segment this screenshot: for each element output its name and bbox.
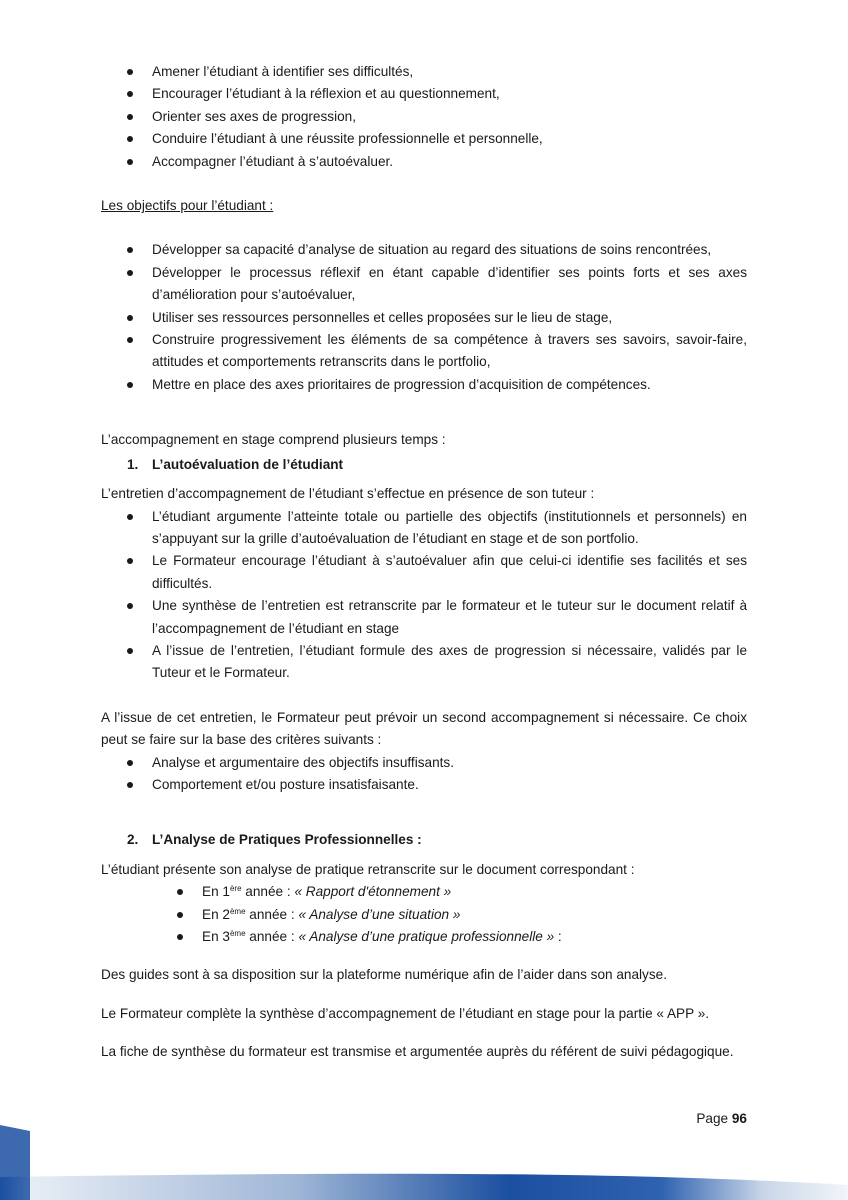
list-item — [101, 595, 747, 640]
year-ordinal: ème — [229, 906, 246, 916]
list-item — [101, 904, 747, 926]
bullet-icon — [127, 136, 133, 142]
section1-heading — [101, 454, 747, 476]
section1-list — [101, 506, 747, 685]
section1-lead: L’entretien d’accompagnement de l’étudiant s’effectue en présence de son tuteur : — [101, 486, 595, 502]
section-title: L’Analyse de Pratiques Professionnelles : — [152, 832, 422, 848]
section1-followup: A l’issue de cet entretien, le Formateur peut prévoir un second accompagnement si nécessaire. Ce choix peut se faire sur la base des critères suivants : — [101, 709, 747, 748]
list-item-text: Mettre en place des axes prioritaires de progression d’acquisition de compétences. — [152, 376, 651, 392]
year-mid: année : — [241, 884, 295, 900]
list-item — [101, 329, 747, 374]
year-suffix: : — [554, 929, 562, 944]
bullet-icon — [177, 889, 183, 895]
list-item — [101, 506, 747, 551]
bullet-icon — [127, 382, 133, 388]
footer-wave-shape — [0, 1174, 848, 1200]
bullet-icon — [127, 69, 133, 75]
bullet-icon — [127, 337, 133, 343]
page-label: Page — [696, 1111, 729, 1126]
list-item — [101, 61, 747, 83]
list-item — [101, 881, 747, 903]
intro-list — [101, 61, 747, 173]
list-item — [101, 262, 747, 307]
criteria-list — [101, 752, 747, 797]
list-item-text: Comportement et/ou posture insatisfaisante. — [152, 776, 419, 792]
list-item-text: Amener l’étudiant à identifier ses difficultés, — [152, 64, 414, 79]
year-ordinal: ème — [229, 929, 246, 938]
list-item-text: Construire progressivement les éléments de sa compétence à travers ses savoirs, savoir-faire, attitudes et comportements retranscrits dans le portfolio, — [152, 332, 747, 370]
bullet-icon — [127, 270, 133, 276]
bullet-icon — [127, 114, 133, 120]
section-number: 1. — [127, 456, 139, 472]
bullet-icon — [127, 91, 133, 97]
bullet-icon — [127, 159, 133, 165]
list-item — [101, 307, 747, 329]
year-mid: année : — [245, 906, 299, 922]
bullet-icon — [127, 648, 133, 654]
year-prefix: En 1 — [202, 884, 230, 900]
bullet-icon — [127, 603, 133, 609]
list-item — [101, 239, 747, 261]
list-item-text: Encourager l’étudiant à la réflexion et au questionnement, — [152, 86, 500, 102]
bullet-icon — [127, 558, 133, 564]
list-item — [101, 106, 747, 128]
year-prefix: En 2 — [202, 906, 230, 922]
list-item-text: Développer sa capacité d’analyse de situation au regard des situations de soins rencontrées, — [152, 242, 712, 258]
section2-p2: Le Formateur complète la synthèse d’accompagnement de l’étudiant en stage pour la partie « APP ». — [101, 1005, 710, 1021]
list-item — [101, 151, 747, 173]
year-ordinal: ère — [229, 884, 242, 894]
objectives-list — [101, 239, 747, 396]
bullet-icon — [177, 912, 183, 918]
bullet-icon — [127, 247, 133, 253]
year-prefix: En 3 — [202, 929, 230, 944]
list-item-text: Utiliser ses ressources personnelles et celles proposées sur le lieu de stage, — [152, 309, 613, 325]
section2-heading — [101, 829, 747, 851]
list-item — [101, 926, 747, 948]
section-number: 2. — [127, 832, 139, 848]
list-item-text: A l’issue de l’entretien, l’étudiant formule des axes de progression si nécessaire, validés par le Tuteur et le Formateur. — [152, 642, 747, 681]
list-item-text: Orienter ses axes de progression, — [152, 108, 357, 124]
list-item-text: Le Formateur encourage l’étudiant à s’autoévaluer afin que celui-ci identifie ses facilités et ses difficultés. — [152, 553, 747, 591]
year-document: « Analyse d’une situation » — [298, 906, 461, 922]
list-item-text: Développer le processus réflexif en étant capable d’identifier ses points forts et ses axes d’amélioration pour s’autoévaluer, — [152, 264, 747, 303]
year-mid: année : — [245, 929, 299, 944]
objectives-heading: Les objectifs pour l’étudiant : — [101, 198, 274, 214]
page-content — [101, 61, 747, 1064]
bullet-icon — [127, 315, 133, 321]
year-document: « Rapport d'étonnement » — [294, 884, 452, 900]
years-list — [101, 881, 747, 948]
bullet-icon — [127, 760, 133, 766]
footer-wave-edge — [0, 1125, 30, 1200]
list-item — [101, 550, 747, 595]
page-number — [696, 1111, 747, 1126]
section2-p3: La fiche de synthèse du formateur est transmise et argumentée auprès du référent de suivi pédagogique. — [101, 1044, 734, 1060]
footer-wave-decoration — [0, 1125, 848, 1200]
bullet-icon — [127, 782, 133, 788]
list-item — [101, 374, 747, 396]
section2-p1: Des guides sont à sa disposition sur la plateforme numérique afin de l’aider dans son analyse. — [101, 967, 667, 983]
list-item-text: Une synthèse de l’entretien est retranscrite par le formateur et le tuteur sur le document relatif à l’accompagnement de l’étudiant en stage — [152, 598, 747, 636]
list-item — [101, 640, 747, 685]
bullet-icon — [127, 514, 133, 520]
list-item — [101, 752, 747, 774]
year-document: « Analyse d’une pratique professionnelle » — [298, 929, 555, 944]
list-item-text: L’étudiant argumente l’atteinte totale ou partielle des objectifs (institutionnels et personnels) en s’appuyant sur la grille d’autoévaluation de l’étudiant en stage et de son portfolio. — [152, 508, 747, 546]
intro-temps: L’accompagnement en stage comprend plusieurs temps : — [101, 432, 446, 448]
list-item — [101, 774, 747, 796]
list-item-text: Conduire l’étudiant à une réussite professionnelle et personnelle, — [152, 131, 543, 147]
list-item — [101, 128, 747, 150]
list-item-text: Analyse et argumentaire des objectifs insuffisants. — [152, 754, 454, 770]
section-title: L’autoévaluation de l’étudiant — [152, 456, 344, 472]
list-item-text: Accompagner l’étudiant à s’autoévaluer. — [152, 153, 394, 169]
list-item — [101, 83, 747, 105]
section2-lead: L’étudiant présente son analyse de pratique retranscrite sur le document correspondant : — [101, 861, 635, 877]
bullet-icon — [177, 934, 183, 940]
page-number-value: 96 — [731, 1111, 747, 1126]
